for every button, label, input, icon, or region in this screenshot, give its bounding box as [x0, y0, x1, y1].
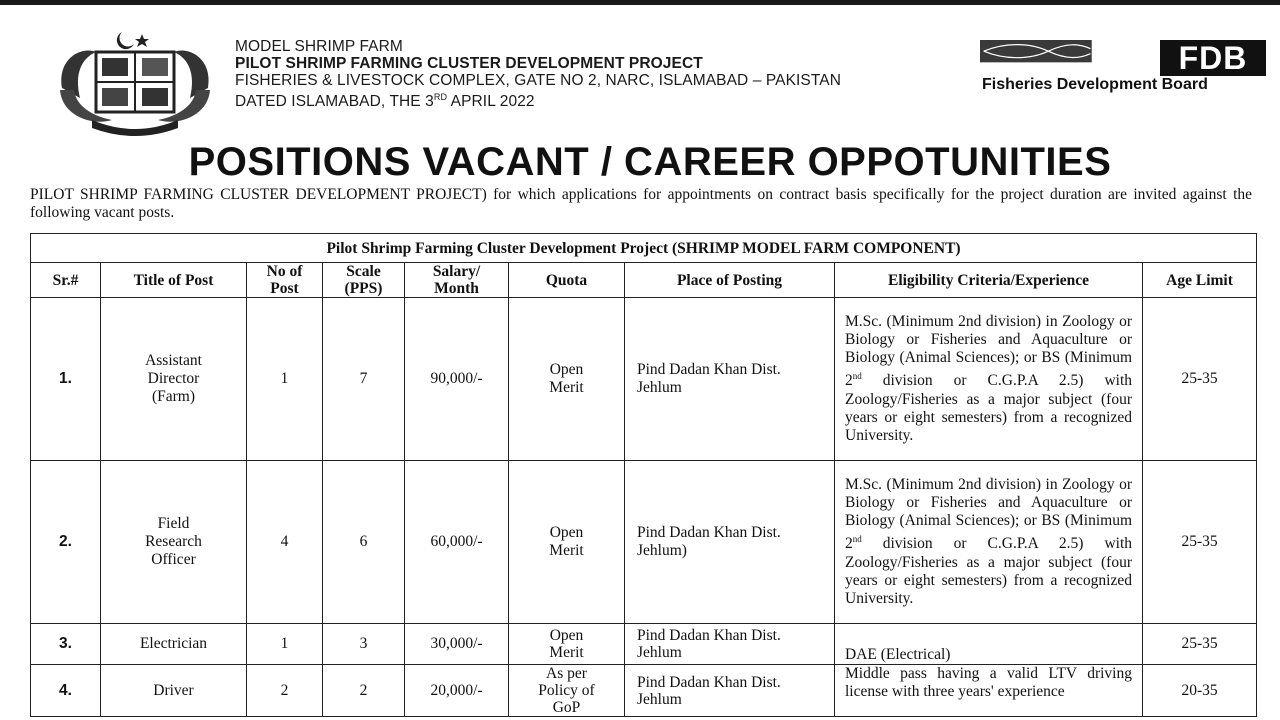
- cell-quota: [509, 298, 625, 461]
- cell-salary: 20,000/-: [405, 665, 509, 717]
- quota-line: Policy of: [538, 682, 595, 699]
- col-salary-line2: Month: [434, 280, 479, 297]
- quota-line: Open: [549, 524, 584, 541]
- title-line: (Farm): [151, 388, 196, 405]
- quota-line: Merit: [549, 644, 584, 661]
- title-line: Driver: [153, 681, 194, 699]
- col-title: Title of Post: [101, 263, 247, 298]
- title-line: Director: [147, 370, 200, 387]
- fdb-full-name: Fisheries Development Board: [982, 76, 1208, 93]
- cell-sr: 4.: [31, 665, 101, 717]
- col-scale: [323, 263, 405, 298]
- col-salary: [405, 263, 509, 298]
- place-line: Jehlum: [637, 379, 682, 396]
- cell-scale: 3: [323, 624, 405, 665]
- quota-line: As per: [546, 665, 587, 682]
- col-scale-line1: Scale: [346, 263, 381, 280]
- eligibility-ordinal: nd: [852, 371, 862, 382]
- fdb-abbreviation: FDB: [1160, 40, 1266, 76]
- col-eligibility: Eligibility Criteria/Experience: [835, 263, 1143, 298]
- cell-quota: [509, 665, 625, 717]
- eligibility-text: M.Sc. (Minimum 2nd division) in Zoology or Biology or Fisheries and Aquaculture or Biology (Animal Sciences); or BS (Minimum 2: [845, 475, 1132, 553]
- cell-quota: [509, 624, 625, 665]
- col-sr: Sr.#: [31, 263, 101, 298]
- col-place: Place of Posting: [625, 263, 835, 298]
- cell-posts: 1: [247, 624, 323, 665]
- cell-scale: 6: [323, 461, 405, 624]
- cell-scale: 2: [323, 665, 405, 717]
- cell-posts: 1: [247, 298, 323, 461]
- page-title: POSITIONS VACANT / CAREER OPPOTUNITIES: [188, 140, 1112, 184]
- col-quota: Quota: [509, 263, 625, 298]
- place-line: Jehlum): [637, 542, 687, 559]
- place-line: Pind Dadan Khan Dist.: [637, 673, 781, 691]
- cell-eligibility: [835, 298, 1143, 461]
- header-line-farm: MODEL SHRIMP FARM: [235, 38, 403, 55]
- col-posts-line1: No of: [266, 263, 303, 280]
- intro-paragraph: PILOT SHRIMP FARMING CLUSTER DEVELOPMENT PROJECT) for which applications for appointments on contract basis specifically for the project duration are invited against the following vacant posts.: [30, 186, 1252, 221]
- table-header-row: [31, 263, 1257, 298]
- cell-sr: 2.: [31, 461, 101, 624]
- eligibility-text-cont: division or C.G.P.A 2.5) with Zoology/Fisheries as a major subject (four years or eight semesters) from a recognized University.: [845, 372, 1132, 445]
- eligibility-text-cont: division or C.G.P.A 2.5) with Zoology/Fisheries as a major subject (four years or eight semesters) from a recognized University.: [845, 535, 1132, 608]
- place-line: Pind Dadan Khan Dist.: [637, 361, 781, 378]
- col-posts-line2: Post: [270, 280, 299, 297]
- cell-sr: 3.: [31, 624, 101, 665]
- cell-age: 20-35: [1143, 665, 1257, 717]
- place-line: Pind Dadan Khan Dist.: [637, 524, 781, 541]
- top-border: [0, 0, 1280, 5]
- cell-age: 25-35: [1143, 461, 1257, 624]
- date-suffix: APRIL 2022: [447, 93, 535, 110]
- title-line: Field: [157, 515, 190, 532]
- letterhead: [235, 38, 841, 110]
- title-line: Officer: [151, 551, 196, 568]
- quota-line: Merit: [549, 542, 584, 559]
- cell-age: 25-35: [1143, 298, 1257, 461]
- date-ordinal: RD: [433, 92, 448, 102]
- fdb-logo-icon: [980, 40, 1160, 76]
- place-line: Pind Dadan Khan Dist.: [637, 627, 781, 644]
- eligibility-ordinal: nd: [852, 534, 862, 545]
- cell-eligibility: [835, 461, 1143, 624]
- title-line: Assistant: [145, 352, 202, 369]
- cell-title: [101, 624, 247, 665]
- cell-eligibility: DAE (Electrical): [835, 624, 1143, 665]
- col-age: Age Limit: [1143, 263, 1257, 298]
- col-scale-line2: (PPS): [344, 280, 383, 297]
- cell-posts: 4: [247, 461, 323, 624]
- cell-salary: 90,000/-: [405, 298, 509, 461]
- cell-title: [101, 298, 247, 461]
- cell-place: [625, 461, 835, 624]
- government-emblem-icon: [52, 28, 218, 136]
- quota-line: Open: [549, 361, 584, 378]
- quota-line: GoP: [552, 699, 581, 716]
- cell-salary: 30,000/-: [405, 624, 509, 665]
- cell-title: [101, 461, 247, 624]
- place-line: Jehlum: [637, 690, 682, 708]
- header-line-project: PILOT SHRIMP FARMING CLUSTER DEVELOPMENT PROJECT: [235, 55, 703, 72]
- table-caption: Pilot Shrimp Farming Cluster Development Project (SHRIMP MODEL FARM COMPONENT): [31, 234, 1257, 263]
- date-prefix: DATED ISLAMABAD, THE 3: [235, 93, 434, 110]
- vacancy-table: [30, 233, 1257, 717]
- table-row: [31, 298, 1257, 461]
- col-salary-line1: Salary/: [432, 263, 481, 280]
- eligibility-text: M.Sc. (Minimum 2nd division) in Zoology or Biology or Fisheries and Aquaculture or Biology (Animal Sciences); or BS (Minimum 2: [845, 312, 1132, 390]
- table-row: [31, 665, 1257, 717]
- col-posts: [247, 263, 323, 298]
- cell-scale: 7: [323, 298, 405, 461]
- cell-place: [625, 298, 835, 461]
- cell-sr: 1.: [31, 298, 101, 461]
- title-line: Research: [145, 533, 202, 550]
- quota-line: Merit: [549, 379, 584, 396]
- header-line-address: FISHERIES & LIVESTOCK COMPLEX, GATE NO 2, NARC, ISLAMABAD – PAKISTAN: [235, 72, 842, 89]
- cell-quota: [509, 461, 625, 624]
- cell-title: [101, 665, 247, 717]
- table-row: [31, 624, 1257, 665]
- cell-place: [625, 665, 835, 717]
- cell-place: [625, 624, 835, 665]
- cell-eligibility: Middle pass having a valid LTV driving license with three years' experience: [835, 665, 1143, 717]
- title-line: Electrician: [139, 635, 208, 652]
- table-row: [31, 461, 1257, 624]
- quota-line: Open: [549, 627, 584, 644]
- header-line-date: [235, 89, 841, 110]
- place-line: Jehlum: [637, 644, 682, 661]
- cell-posts: 2: [247, 665, 323, 717]
- cell-salary: 60,000/-: [405, 461, 509, 624]
- cell-age: 25-35: [1143, 624, 1257, 665]
